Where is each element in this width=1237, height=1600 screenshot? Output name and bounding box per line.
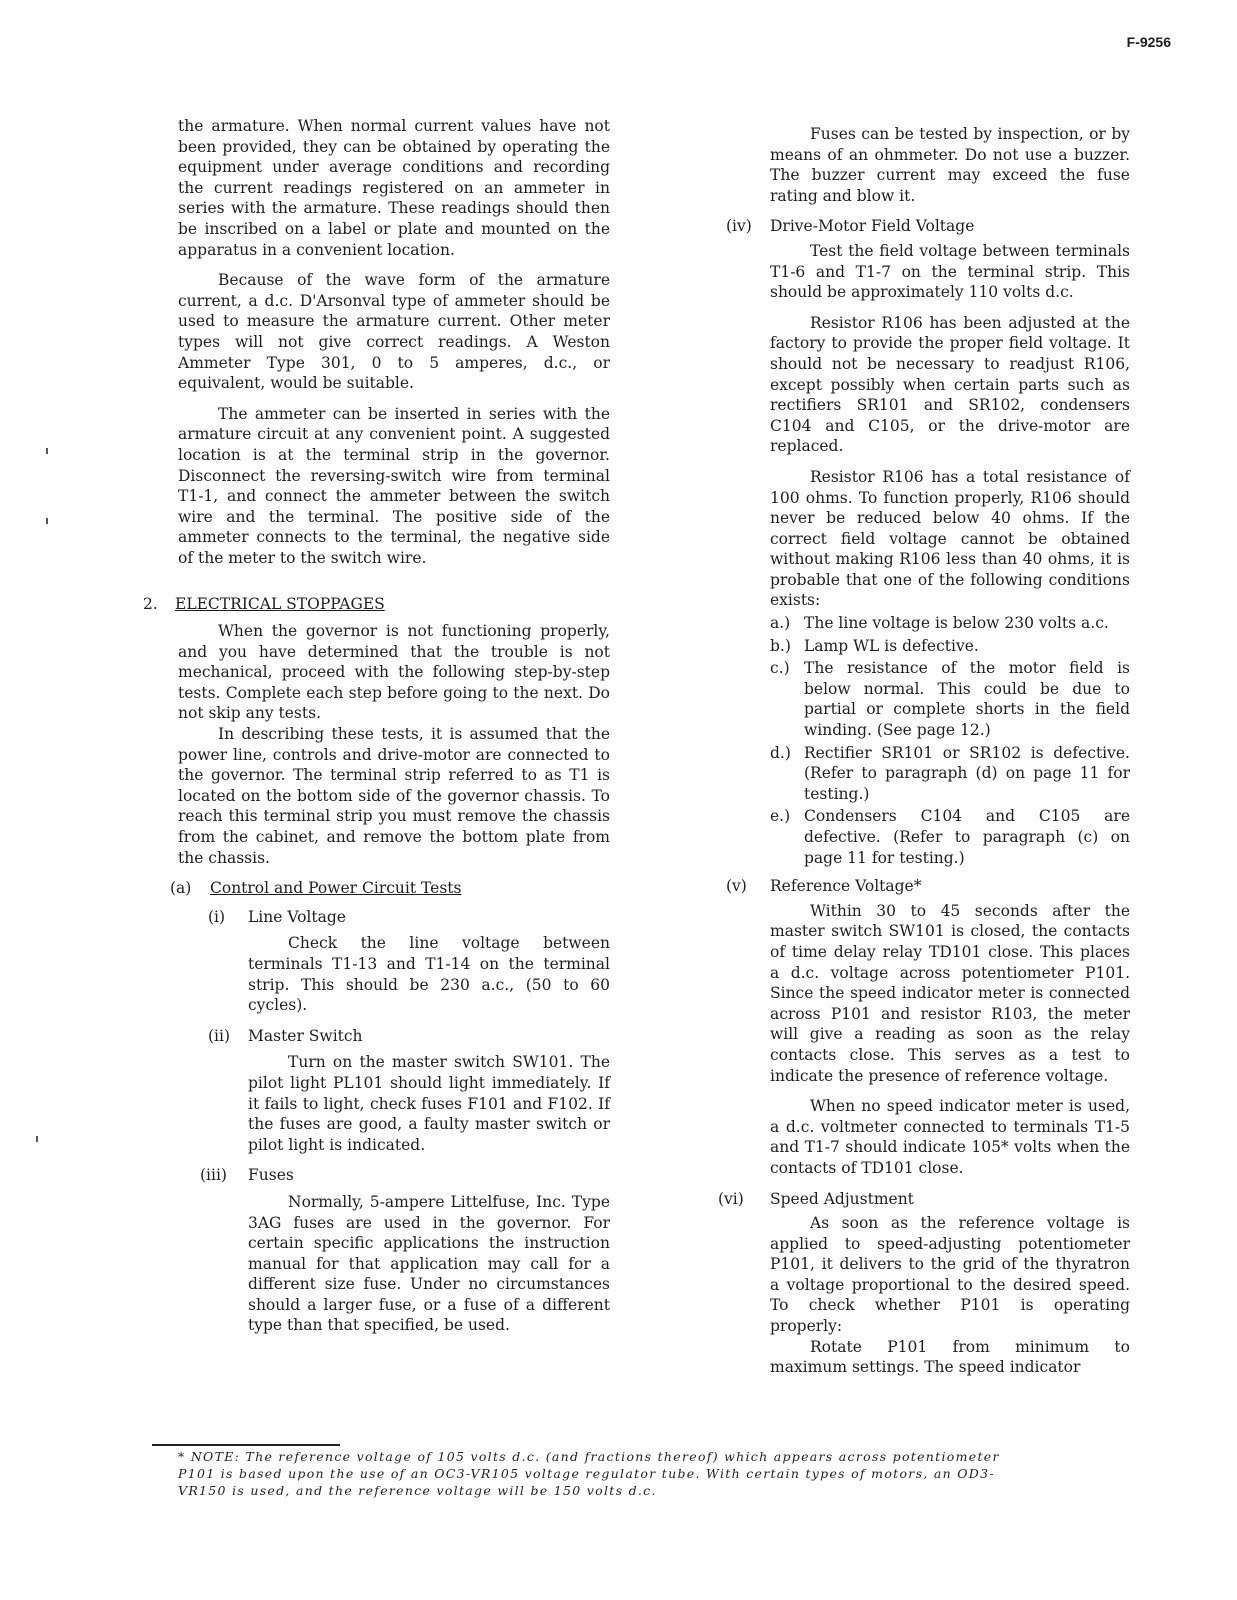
list-text: Rectifier SR101 or SR102 is defective. (Refer to paragraph (d) on page 11 for testing.) [804, 743, 1130, 803]
right-column [718, 124, 1130, 1388]
footnote-rule [152, 1444, 340, 1446]
paragraph: Resistor R106 has a total resistance of 100 ohms. To function properly, R106 should never be reduced below 40 ohms. If the correct field voltage cannot be obtained without making R106 less than 40 ohms, it is probable that one of the following conditions exists: [770, 467, 1130, 610]
item-body: Normally, 5-ampere Littelfuse, Inc. Type 3AG fuses are used in the governor. For certain specific applications the instruction manual for that application may call for a different size fuse. Under no circumstances should a larger fuse, or a fuse of a different type than that specified, be used. [248, 1192, 610, 1335]
list-text: Lamp WL is defective. [804, 636, 979, 655]
paragraph: Resistor R106 has been adjusted at the factory to provide the proper field voltage. It should not be necessary to readjust R106, except possibly when certain parts such as rectifiers SR101 and SR102, condensers C104 and C105, or the drive-motor are replaced. [770, 313, 1130, 456]
item-title: Speed Adjustment [770, 1189, 914, 1208]
item-label: (ii) [208, 1026, 231, 1045]
list-text: The line voltage is below 230 volts a.c. [804, 614, 1109, 633]
document-id: F-9256 [1126, 34, 1171, 50]
scan-mark [36, 1136, 38, 1142]
paragraph: Rotate P101 from minimum to maximum settings. The speed indicator [770, 1337, 1130, 1377]
item-body: Turn on the master switch SW101. The pilot light PL101 should light immediately. If it fails to light, check fuses F101 and F102. If the fuses are good, a faulty master switch or pilot light is indicated. [248, 1053, 610, 1154]
list-item [770, 806, 1130, 868]
subsection-heading [170, 878, 610, 899]
paragraph: The ammeter can be inserted in series with the armature circuit at any convenient point. A suggested location is at the terminal strip in the governor. Disconnect the reversing-switch wire from terminal T1-1, and connect the ammeter between the switch wire and the terminal. The positive side of the ammeter connects to the terminal, the negative side of the meter to the switch wire. [178, 404, 610, 567]
list-marker: e.) [770, 807, 791, 826]
footnote: * NOTE: The reference voltage of 105 volts d.c. (and fractions thereof) which appears across potentiometer P101 is based upon the use of an OC3-VR105 voltage regulator tube. With certain types of motors, an OD3-VR150 is used, and the reference voltage will be 150 volts d.c. [178, 1449, 1000, 1498]
item-label: (v) [726, 877, 747, 896]
scan-mark [46, 448, 48, 454]
list-marker: b.) [770, 636, 791, 655]
item-title: Reference Voltage* [770, 877, 922, 896]
list-marker: d.) [770, 743, 791, 762]
item-title: Drive-Motor Field Voltage [770, 217, 975, 236]
section-title: ELECTRICAL STOPPAGES [175, 595, 385, 614]
item-title: Master Switch [248, 1026, 363, 1045]
subsection-title: Control and Power Circuit Tests [210, 879, 462, 898]
item-heading [208, 907, 610, 928]
list-text: Condensers C104 and C105 are defective. (Refer to paragraph (c) on page 11 for testing.) [804, 807, 1130, 867]
paragraph: When no speed indicator meter is used, a d.c. voltmeter connected to terminals T1-5 and T1-7 should indicate 105* volts when the contacts of TD101 close. [770, 1097, 1130, 1177]
paragraph: the armature. When normal current values have not been provided, they can be obtained by operating the equipment under average conditions and recording the current readings registered on an ammeter in series with the armature. These readings should then be inscribed on a label or plate and mounted on the apparatus in a convenient location. [178, 117, 610, 259]
section-heading [143, 594, 610, 615]
conditions-list [770, 613, 1130, 868]
left-column [143, 116, 610, 1346]
paragraph: In describing these tests, it is assumed that the power line, controls and drive-motor are connected to the governor. The terminal strip referred to as T1 is located on the bottom side of the governor chassis. To reach this terminal strip you must remove the chassis from the cabinet, and remove the bottom plate from the chassis. [178, 725, 610, 867]
item-body: Check the line voltage between terminals T1-13 and T1-14 on the terminal strip. This should be 230 a.c., (50 to 60 cycles). [248, 934, 610, 1015]
item-label: (iv) [726, 217, 752, 236]
list-item [770, 613, 1130, 634]
section-number: 2. [143, 595, 158, 614]
item-heading [726, 216, 1130, 237]
item-body: Within 30 to 45 seconds after the master switch SW101 is closed, the contacts of time delay relay TD101 close. This places a d.c. voltage across potentiometer P101. Since the speed indicator meter is connected across P101 and resistor R103, the meter will give a reading as soon as the relay contacts close. This serves as a test to indicate the presence of reference voltage. [770, 901, 1130, 1085]
paragraph: Fuses can be tested by inspection, or by means of an ohmmeter. Do not use a buzzer. The buzzer current may exceed the fuse rating and blow it. [770, 125, 1130, 205]
list-item [770, 743, 1130, 805]
list-item [770, 658, 1130, 740]
paragraph: When the governor is not functioning properly, and you have determined that the trouble is not mechanical, proceed with the following step-by-step tests. Complete each step before going to the next. Do not skip any tests. [178, 622, 610, 723]
item-title: Fuses [248, 1166, 294, 1185]
list-marker: c.) [770, 659, 790, 678]
scan-mark [46, 518, 48, 524]
item-heading [200, 1165, 610, 1186]
item-label: (vi) [718, 1189, 744, 1208]
item-heading [726, 876, 1130, 897]
item-body: As soon as the reference voltage is applied to speed-adjusting potentiometer P101, it delivers to the grid of the thyratron a voltage proportional to the desired speed. To check whether P101 is operating properly: [770, 1214, 1130, 1336]
item-label: (iii) [200, 1166, 227, 1185]
paragraph: Because of the wave form of the armature current, a d.c. D'Arsonval type of ammeter should be used to measure the armature current. Other meter types will not give correct readings. A Weston Ammeter Type 301, 0 to 5 amperes, d.c., or equivalent, would be suitable. [178, 271, 610, 393]
list-marker: a.) [770, 614, 791, 633]
list-item [770, 636, 1130, 657]
item-body: Test the field voltage between terminals T1-6 and T1-7 on the terminal strip. This should be approximately 110 volts d.c. [770, 241, 1130, 302]
item-heading [208, 1026, 610, 1047]
item-title: Line Voltage [248, 907, 346, 926]
list-text: The resistance of the motor field is below normal. This could be due to partial or complete shorts in the field winding. (See page 12.) [804, 659, 1130, 740]
item-heading [718, 1189, 1130, 1210]
item-label: (i) [208, 907, 226, 926]
subsection-label: (a) [170, 879, 192, 898]
